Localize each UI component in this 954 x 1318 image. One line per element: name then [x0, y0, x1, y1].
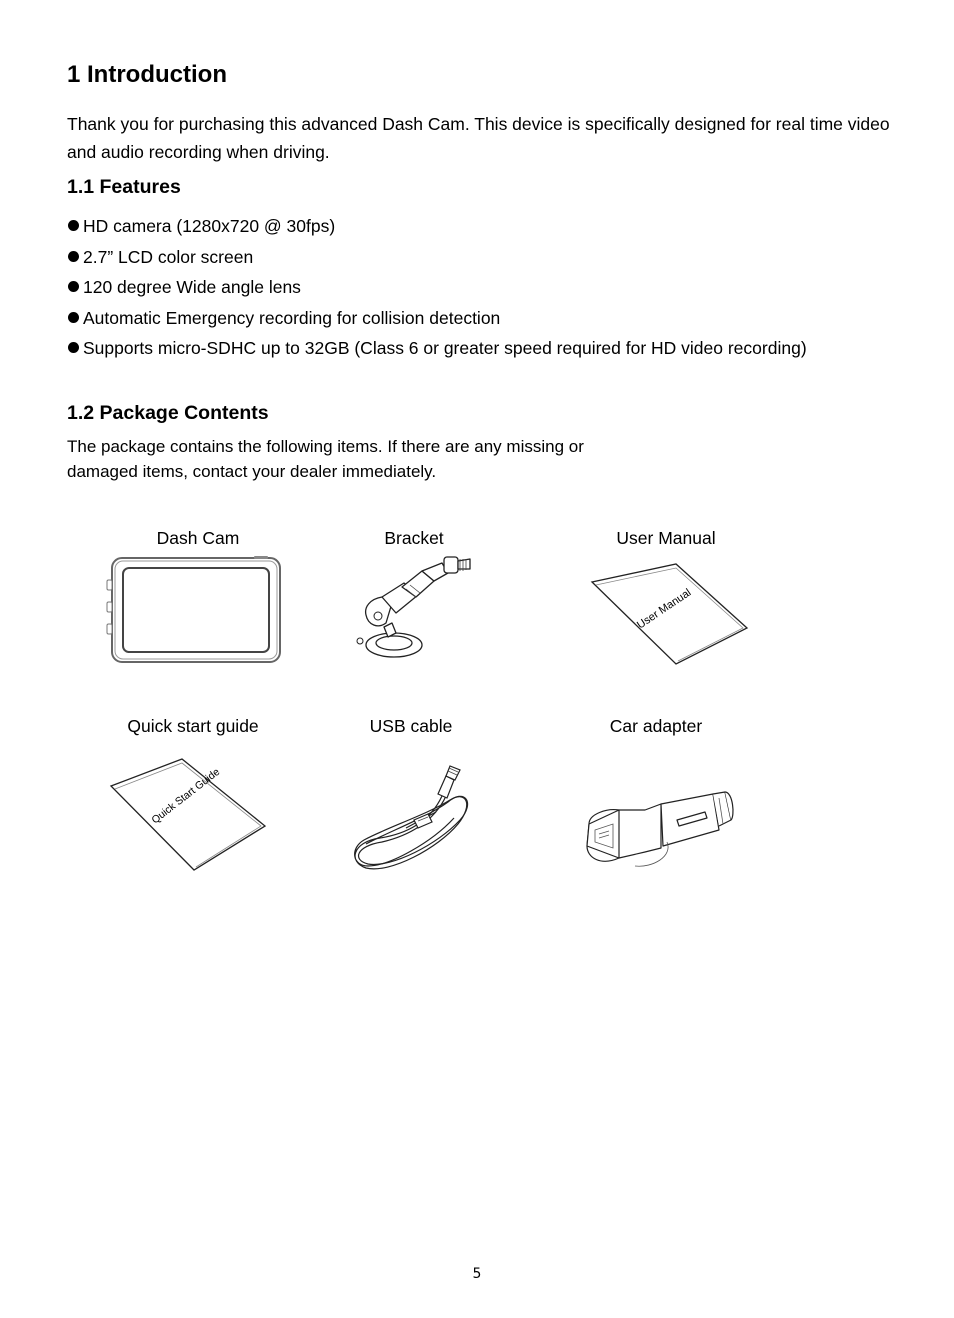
feature-item: HD camera (1280x720 @ 30fps) [66, 215, 807, 246]
item-label-dash-cam: Dash Cam [156, 528, 240, 548]
feature-item: Supports micro-SDHC up to 32GB (Class 6 or greater speed required for HD video recording) [66, 337, 807, 368]
car-adapter-icon [583, 786, 739, 874]
bullet-icon [68, 281, 79, 292]
item-label-user-manual: User Manual [616, 528, 716, 548]
bullet-icon [68, 220, 79, 231]
quick-start-guide-icon [108, 756, 270, 874]
features-list [66, 215, 807, 368]
feature-item: 120 degree Wide angle lens [66, 276, 807, 307]
item-label-quick-start-guide: Quick start guide [127, 716, 259, 736]
package-text-line2: damaged items, contact your dealer immediately. [67, 462, 437, 481]
item-label-usb-cable: USB cable [369, 716, 453, 736]
bullet-icon [68, 342, 79, 353]
page-number: 5 [472, 1266, 482, 1282]
intro-paragraph: Thank you for purchasing this advanced Dash Cam. This device is specifically designed for real time video and audio recording when driving. [67, 114, 890, 162]
bullet-icon [68, 312, 79, 323]
dash-cam-icon [104, 556, 284, 666]
feature-item: 2.7” LCD color screen [66, 246, 807, 277]
package-text-line1: The package contains the following items. If there are any missing or [67, 437, 584, 456]
user-manual-art-text: User Manual [634, 586, 694, 632]
bracket-icon [352, 553, 477, 663]
quick-start-guide-art-text: Quick Start Guide [149, 765, 223, 827]
bullet-icon [68, 251, 79, 262]
features-heading: 1.1 Features [67, 176, 181, 198]
package-heading: 1.2 Package Contents [67, 402, 269, 424]
usb-cable-icon [346, 762, 480, 874]
page-title: 1 Introduction [67, 61, 227, 88]
item-label-car-adapter: Car adapter [609, 716, 703, 736]
feature-item: Automatic Emergency recording for collision detection [66, 307, 807, 338]
item-label-bracket: Bracket [384, 528, 444, 548]
user-manual-icon [588, 562, 752, 668]
